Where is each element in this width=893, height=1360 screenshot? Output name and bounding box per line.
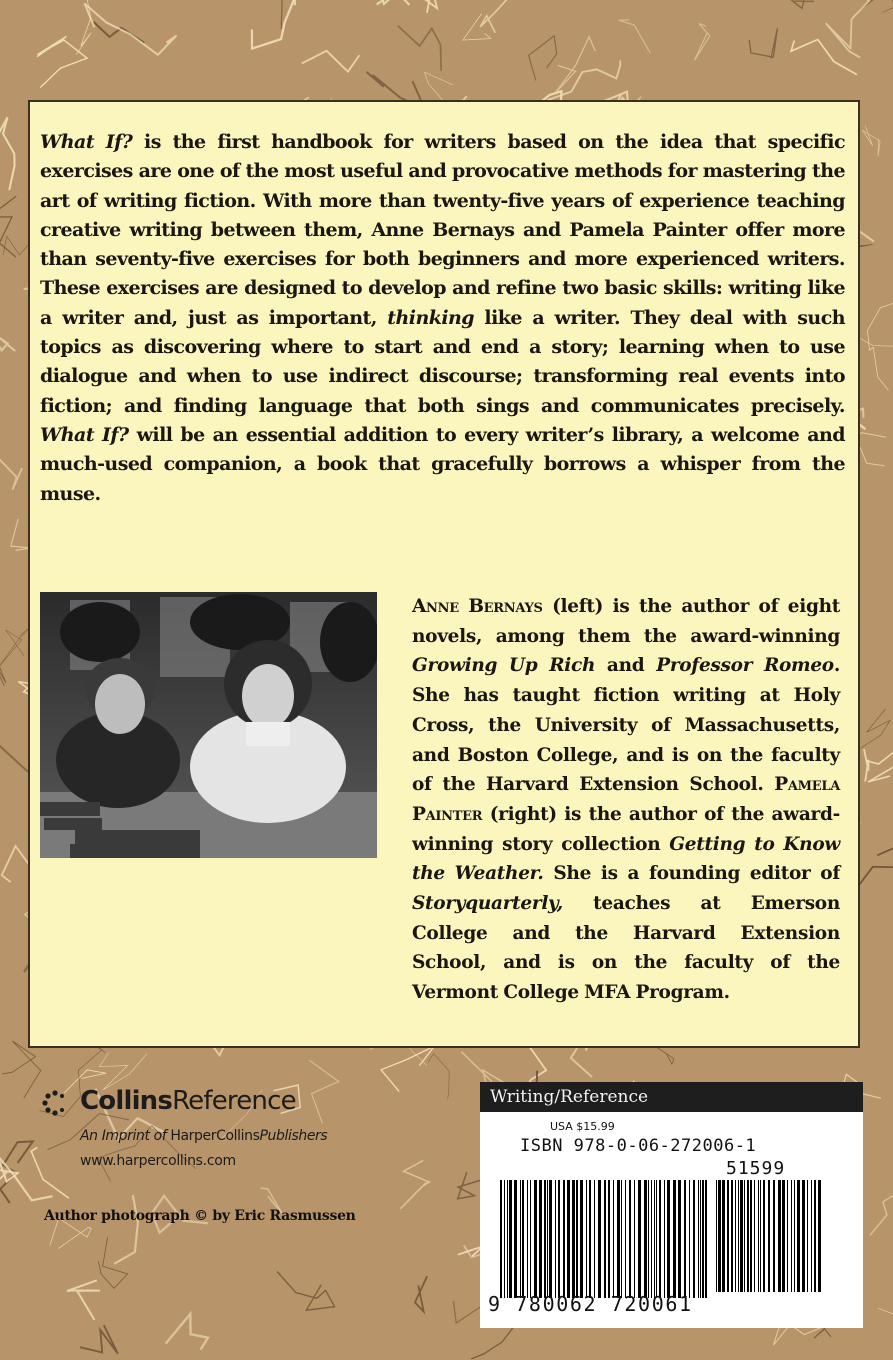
book-description [40, 128, 845, 509]
price-label: USA $15.99 [550, 1120, 615, 1133]
bio-text: and [595, 655, 657, 677]
imprint-line: An Imprint of HarperCollinsPublishers [80, 1128, 328, 1144]
publisher-website: www.harpercollins.com [80, 1153, 236, 1169]
description-text: will be an essential addition to every writer’s library, a welcome and much-used companion, a book that gracefully borrows a whisper from the muse. [40, 423, 845, 505]
book-title: What If? [40, 423, 129, 446]
photo-credit: Author photograph © by Eric Rasmussen [44, 1208, 356, 1224]
description-text: is the first handbook for writers based on the idea that specific exercises are one of the most useful and provocative methods for mastering the art of writing fiction. With more than twenty-five years of experience teaching creative writing between them, Anne Bernays and Pamela Painter offer more than seventy-five exercises for both beginners and more experienced writers. These exercises are designed to develop and refine two basic skills: writing like a writer and, just as important, [40, 131, 845, 329]
barcode-bars [500, 1180, 710, 1298]
content-panel [28, 100, 860, 1048]
book-title: Getting to Know the Weather. [412, 833, 840, 885]
publication-title: Storyquarterly, [412, 893, 563, 915]
author-photo [40, 592, 377, 858]
bio-text: teaches at Emerson College and the Harvard Extension School, and is on the faculty of the Vermont College MFA Program. [412, 893, 840, 1004]
bio-text: . She has taught fiction writing at Holy Cross, the University of Massachusetts, and Boston College, and is on the faculty of the Harvard Extension School. [412, 655, 841, 796]
publisher-name: CollinsReference [80, 1086, 296, 1116]
collins-dots-icon [42, 1090, 68, 1116]
bio-text: (left) is the author of eight novels, among them the award-winning [412, 596, 840, 647]
author-name: Pamela Painter [412, 774, 840, 825]
author-name: Anne Bernays [412, 596, 543, 617]
category-label: Writing/Reference [480, 1082, 863, 1112]
description-emphasis: thinking [387, 306, 474, 329]
bio-text: She is a founding editor of [543, 863, 841, 885]
addon-barcode-bars [716, 1180, 826, 1292]
barcode-panel [480, 1082, 863, 1328]
book-title: Growing Up Rich [412, 655, 596, 677]
book-title: Professor Romeo [656, 655, 834, 677]
author-bio [412, 592, 840, 1008]
isbn-label: ISBN 978-0-06-272006-1 [520, 1136, 757, 1156]
ean-number: 9 780062 720061 [488, 1292, 693, 1316]
addon-number: 51599 [726, 1158, 786, 1179]
description-text: like a writer. They deal with such topics as discovering where to start and end a story; learning when to use dialogue and when to use indirect discourse; transforming real events into fiction; and finding language that both sings and communicates precisely. [40, 306, 845, 417]
bio-text: (right) is the author of the award-winning story collection [412, 803, 840, 855]
book-title: What If? [40, 131, 133, 153]
